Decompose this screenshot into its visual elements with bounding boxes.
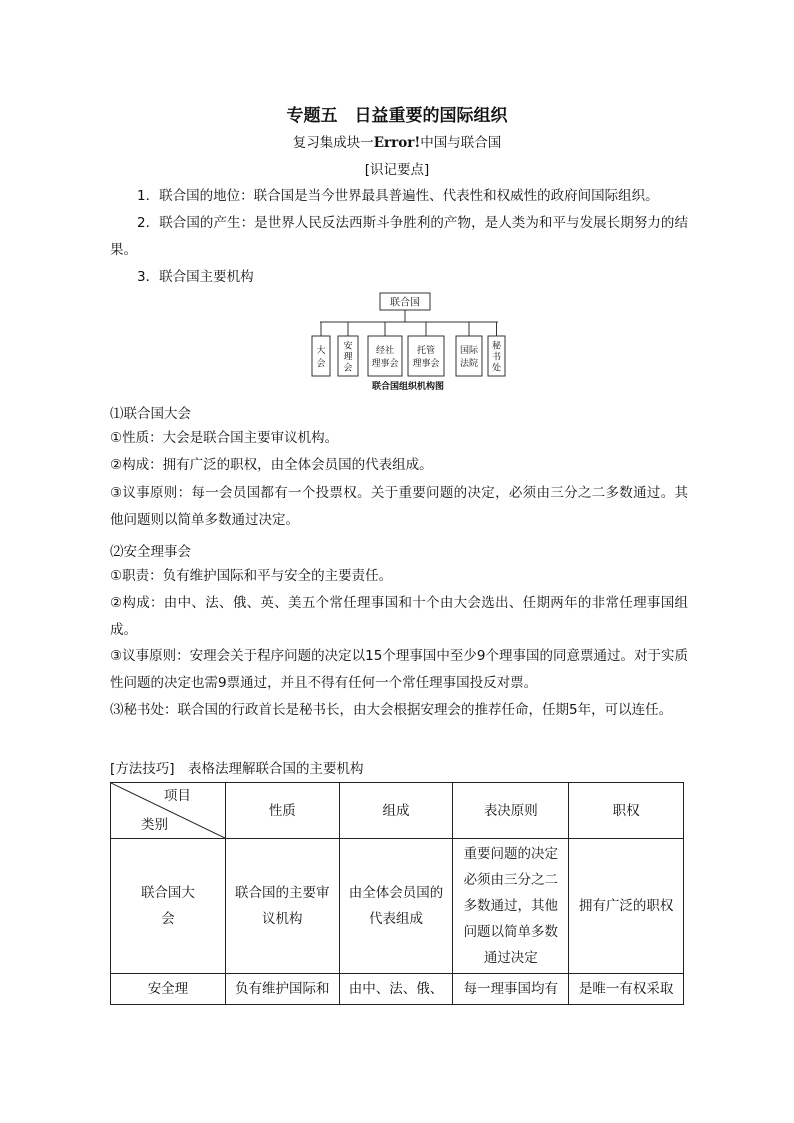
ga-nature: ①性质：大会是联合国主要审议机构。 (110, 430, 339, 446)
sc-composition: ②构成：由中、法、俄、英、美五个常任理事国和十个由大会选出、任期两年的非常任理事国组成。 (110, 595, 688, 638)
table-header-cell: 职权 (569, 783, 684, 839)
section-label: [识记要点] (364, 162, 430, 178)
diagram-organ-box (408, 336, 444, 376)
un-organization-diagram (310, 292, 506, 392)
table-cell: 拥有广泛的职权 (569, 839, 684, 974)
organs-table (110, 782, 684, 1005)
paragraph-un-organs: 3．联合国主要机构 (137, 269, 254, 285)
ga-composition: ②构成：拥有广泛的职权，由全体会员国的代表组成。 (110, 457, 433, 473)
subtitle-suffix: 中国与联合国 (420, 135, 502, 151)
table-cell: 联合国大会 (111, 839, 226, 974)
table-row (111, 839, 684, 974)
ga-voting: ③议事原则：每一会员国都有一个投票权。关于重要问题的决定，必须由三分之二多数通过。其他问题则以简单多数通过决定。 (110, 485, 688, 528)
table-header-cell: 性质 (225, 783, 339, 839)
paragraph-un-status: 1．联合国的地位：联合国是当今世界最具普遍性、代表性和权威性的政府间国际组织。 (137, 188, 659, 204)
table-header-cell: 表决原则 (453, 783, 569, 839)
table-cell: 重要问题的决定必须由三分之二多数通过，其他问题以简单多数通过决定 (453, 839, 569, 974)
diagram-organ-label: 国际法院 (459, 346, 479, 369)
diagram-organs (312, 322, 505, 376)
corner-item-label: 项目 (163, 788, 191, 804)
heading-security-council: ⑵安全理事会 (110, 544, 191, 560)
sc-duty: ①职责：负有维护国际和平与安全的主要责任。 (110, 568, 393, 584)
diagram-organ-box (312, 336, 330, 376)
secretariat: ⑶秘书处：联合国的行政首长是秘书长，由大会根据安理会的推荐任命，任期5年，可以连任。 (110, 702, 673, 718)
table-cell: 每一理事国均有 (453, 974, 569, 1005)
heading-general-assembly: ⑴联合国大会 (110, 406, 191, 422)
subtitle-error-text: Error! (373, 135, 421, 151)
diagram-organ-box (368, 336, 402, 376)
diagram-organ-label: 安理会 (343, 341, 353, 374)
method-tip: [方法技巧] 表格法理解联合国的主要机构 (110, 761, 364, 777)
table-row (111, 974, 684, 1005)
table-cell: 是唯一有权采取 (569, 974, 684, 1005)
diagram-organ-label: 托管理事会 (412, 346, 440, 369)
page-title: 专题五 日益重要的国际组织 (286, 106, 508, 126)
subtitle-prefix: 复习集成块一 (292, 135, 374, 151)
diagram-root-label: 联合国 (390, 297, 420, 309)
sc-voting: ③议事原则：安理会关于程序问题的决定以15个理事国中至少9个理事国的同意票通过。对于实质性问题的决定也需9票通过，并且不得有任何一个常任理事国投反对票。 (110, 648, 688, 691)
table-header-cell: 组成 (339, 783, 453, 839)
table-cell: 由全体会员国的代表组成 (339, 839, 453, 974)
table-header-row (111, 783, 684, 839)
corner-category-label: 类别 (141, 817, 168, 833)
subtitle (0, 131, 794, 151)
table-cell: 安全理 (111, 974, 226, 1005)
paragraph-un-origin: 2．联合国的产生：是世界人民反法西斯斗争胜利的产物，是人类为和平与发展长期努力的结果。 (110, 215, 688, 258)
table-corner-cell (111, 783, 226, 839)
diagram-organ-label: 秘书处 (491, 341, 502, 374)
table-cell: 负有维护国际和 (225, 974, 339, 1005)
diagram-organ-label: 经社理事会 (371, 346, 399, 369)
diagram-organ-label: 大会 (316, 346, 326, 369)
diagram-caption: 联合国组织机构图 (371, 382, 445, 392)
table-cell: 由中、法、俄、 (339, 974, 453, 1005)
diagram-organ-box (456, 336, 482, 376)
table-cell: 联合国的主要审议机构 (225, 839, 339, 974)
